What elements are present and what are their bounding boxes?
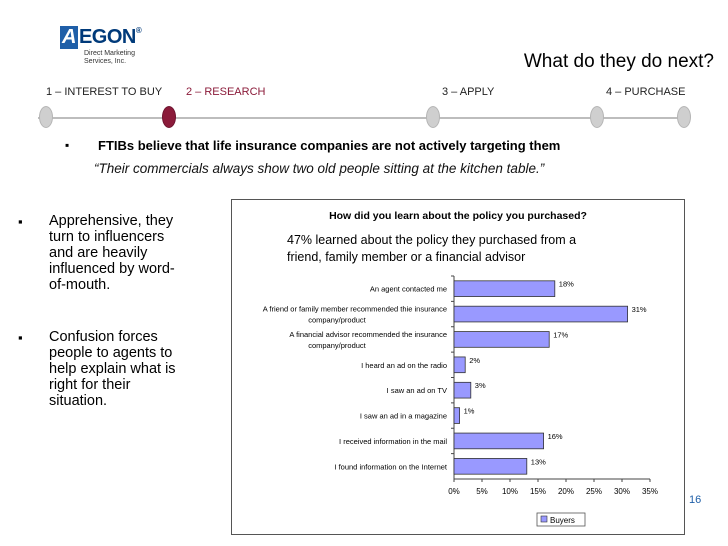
insight-text: FTIBs believe that life insurance companies are not actively targeting them [98, 138, 561, 153]
logo-subtitle [84, 50, 164, 66]
bar [454, 281, 555, 297]
chart-title: How did you learn about the policy you purchased? [329, 210, 587, 222]
category-label: A friend or family member recommended thie insurance [262, 304, 447, 314]
timeline-dot [677, 106, 691, 128]
bullet-marker: ▪ [18, 330, 23, 345]
timeline-dot [39, 106, 53, 128]
category-label: I heard an ad on the radio [361, 360, 447, 370]
value-label: 16% [547, 431, 563, 441]
bullet-apprehensive [49, 213, 209, 293]
timeline-step-apply: 3 – APPLY [442, 86, 495, 98]
bar [454, 408, 460, 424]
x-tick-label: 20% [557, 487, 575, 496]
bullet-line: situation. [49, 393, 108, 409]
bar [454, 433, 544, 449]
x-tick-label: 0% [448, 487, 460, 496]
bar-chart [232, 200, 684, 534]
chart-subtitle: 47% learned about the policy they purchased from a [287, 233, 577, 247]
bullet-confusion [49, 329, 209, 409]
value-label: 18% [558, 279, 574, 289]
category-label: An agent contacted me [369, 284, 447, 294]
value-label: 17% [553, 330, 569, 340]
bullet-line: right for their [49, 377, 131, 393]
bullet-line: turn to influencers [49, 229, 165, 245]
quote: “Their commercials always show two old people sitting at the kitchen table.” [94, 161, 545, 176]
x-tick-label: 15% [529, 487, 547, 496]
timeline-dot [426, 106, 440, 128]
timeline-dot-active [162, 106, 176, 128]
value-label: 2% [469, 355, 481, 365]
bullet-marker: ▪ [18, 214, 23, 229]
bullet-line: of-mouth. [49, 277, 111, 293]
chart-subtitle: friend, family member or a financial advisor [287, 250, 526, 264]
aegon-logo [60, 26, 141, 49]
value-label: 13% [530, 457, 546, 467]
page-number: 16 [689, 494, 702, 506]
bar [454, 458, 527, 474]
bullet-line: Confusion forces [49, 329, 158, 345]
timeline-dot [590, 106, 604, 128]
bar [454, 357, 465, 373]
bullet-line: and are heavily [49, 245, 148, 261]
timeline-step-purchase: 4 – PURCHASE [606, 86, 686, 98]
chart-panel [231, 199, 685, 535]
bar [454, 332, 549, 348]
category-label: company/product [308, 315, 366, 325]
value-label: 31% [631, 305, 647, 315]
x-tick-label: 10% [501, 487, 519, 496]
category-label: I found information on the Internet [334, 462, 447, 472]
logo-subtitle-line: Services, Inc. [84, 58, 127, 65]
x-tick-label: 25% [585, 487, 603, 496]
legend-swatch [541, 516, 547, 522]
value-label: 3% [474, 381, 486, 391]
bar [454, 306, 628, 322]
bullet-line: influenced by word- [49, 261, 175, 277]
logo-subtitle-line: Direct Marketing [84, 50, 135, 57]
timeline-step-research: 2 – RESEARCH [186, 86, 266, 98]
legend-label: Buyers [550, 516, 575, 525]
logo-mark: A [62, 26, 76, 48]
x-tick-label: 35% [641, 487, 659, 496]
page-title: What do they do next? [523, 51, 714, 72]
insight-bullet: ▪ [65, 138, 70, 152]
bullet-line: people to agents to [49, 345, 173, 361]
category-label: I received information in the mail [339, 436, 447, 446]
category-label: company/product [308, 340, 366, 350]
category-label: A financial advisor recommended the insurance [289, 329, 447, 339]
bullet-line: Apprehensive, they [49, 213, 174, 229]
value-label: 1% [463, 406, 475, 416]
x-tick-label: 30% [613, 487, 631, 496]
x-tick-label: 5% [476, 487, 488, 496]
logo-trademark: ® [135, 26, 142, 35]
bullet-line: help explain what is [49, 361, 176, 377]
category-label: I saw an ad on TV [386, 386, 447, 396]
timeline-step-interest: 1 – INTEREST TO BUY [46, 86, 163, 98]
logo-word: EGON [78, 26, 136, 48]
bar [454, 382, 471, 398]
category-label: I saw an ad in a magazine [359, 411, 447, 421]
